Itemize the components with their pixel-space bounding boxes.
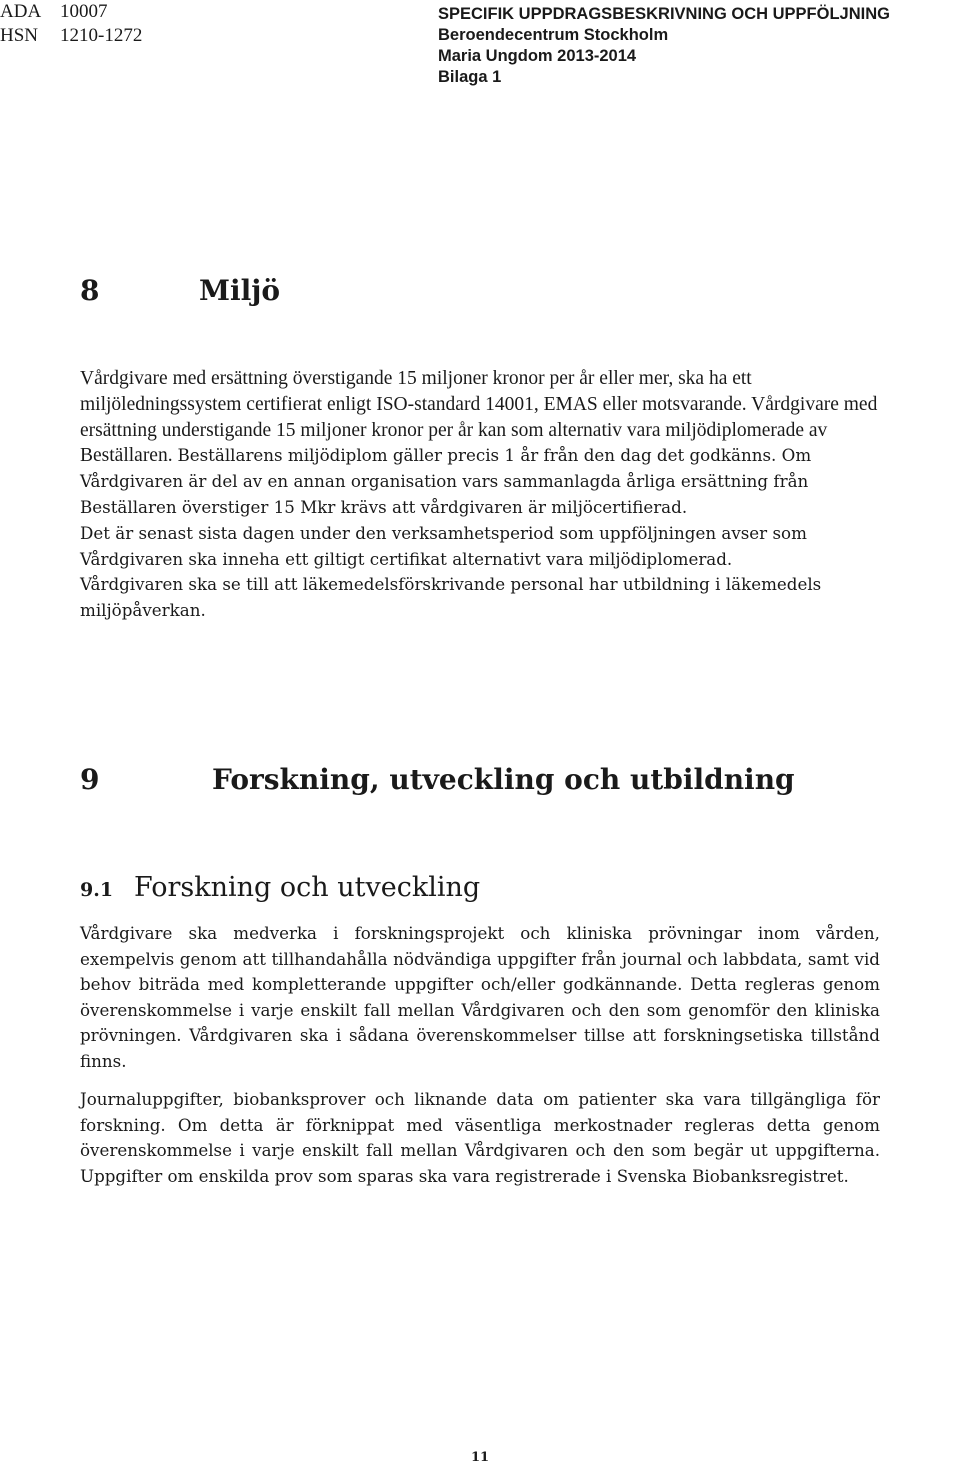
document-header — [438, 4, 890, 88]
code-row-hsn — [0, 24, 142, 48]
section-8-body — [80, 366, 880, 624]
subsection-title: Forskning och utveckling — [134, 872, 481, 903]
section-8-heading — [80, 274, 480, 314]
section-number: 8 — [80, 274, 100, 307]
subsection-number: 9.1 — [80, 879, 114, 901]
environment-requirement-text: Vårdgivare med ersättning överstigande 15 miljoner kronor per år eller mer, ska ha ett miljöledningssystem certifierat enligt ISO-standard 14001, EMAS eller motsvarande. Vårdgivare med ersättning understigande 15 miljoner kronor per år kan som alternativ vara miljödiplomerade av Beställaren. — [80, 368, 878, 467]
research-participation-paragraph: Vårdgivare ska medverka i forskningsprojekt och kliniska prövningar inom vården, exempelvis genom att tillhandahålla nödvändiga uppgifter från journal och labbdata, samt vid behov biträda med kompletterande uppgifter och/eller godkännande. Detta regleras genom överenskommelse i varje enskilt fall mellan Vårdgivaren och den som genomför den kliniska prövningen. Vårdgivaren ska i sådana överenskommelser tillse att forskningsetiska tillstånd finns. — [80, 923, 880, 1071]
code-label: HSN — [0, 25, 39, 46]
unit-name: Maria Ungdom 2013-2014 — [438, 47, 637, 65]
code-value: 1210-1272 — [60, 25, 143, 46]
organization-name: Beroendecentrum Stockholm — [438, 26, 669, 44]
page-number: 11 — [470, 1450, 490, 1465]
certificate-deadline-text: Det är senast sista dagen under den verksamhetsperiod som uppföljningen avser som Vårdgivaren ska inneha ett giltigt certifikat alternativt vara miljödiplomerad. — [80, 522, 807, 569]
code-value: 10007 — [60, 1, 108, 22]
section-9-1-body — [80, 921, 880, 1202]
section-9-heading — [80, 763, 880, 803]
section-number: 9 — [80, 763, 100, 796]
section-9-1-heading — [80, 872, 480, 903]
data-availability-paragraph: Journaluppgifter, biobanksprover och liknande data om patienter ska vara tillgängliga för forskning. Om detta är förknippat med väsentliga merkostnader regleras detta genom överenskommelse i varje enskilt fall mellan Vårdgivaren och den som begär ut uppgifterna. Uppgifter om enskilda prov som sparas ska vara registrerade i Svenska Biobanksregistret. — [80, 1089, 880, 1186]
document-title: SPECIFIK UPPDRAGSBESKRIVNING OCH UPPFÖLJNING — [438, 5, 890, 23]
section-title: Miljö — [199, 274, 281, 307]
attachment-label: Bilaga 1 — [438, 68, 502, 86]
code-row-ada — [0, 0, 142, 24]
document-codes — [0, 0, 142, 48]
code-label: ADA — [0, 1, 42, 22]
section-title: Forskning, utveckling och utbildning — [212, 763, 795, 796]
diploma-validity-text: Beställarens miljödiplom gäller precis 1 år från den dag det godkänns. Om Vårdgivaren är del av en annan organisation vars sammanlagda årliga ersättning från Beställaren överstiger 15 Mkr krävs att vårdgivaren är miljöcertifierad. — [80, 445, 812, 517]
medicine-training-text: Vårdgivaren ska se till att läkemedelsförskrivande personal har utbildning i läkemedels miljöpåverkan. — [80, 574, 822, 621]
